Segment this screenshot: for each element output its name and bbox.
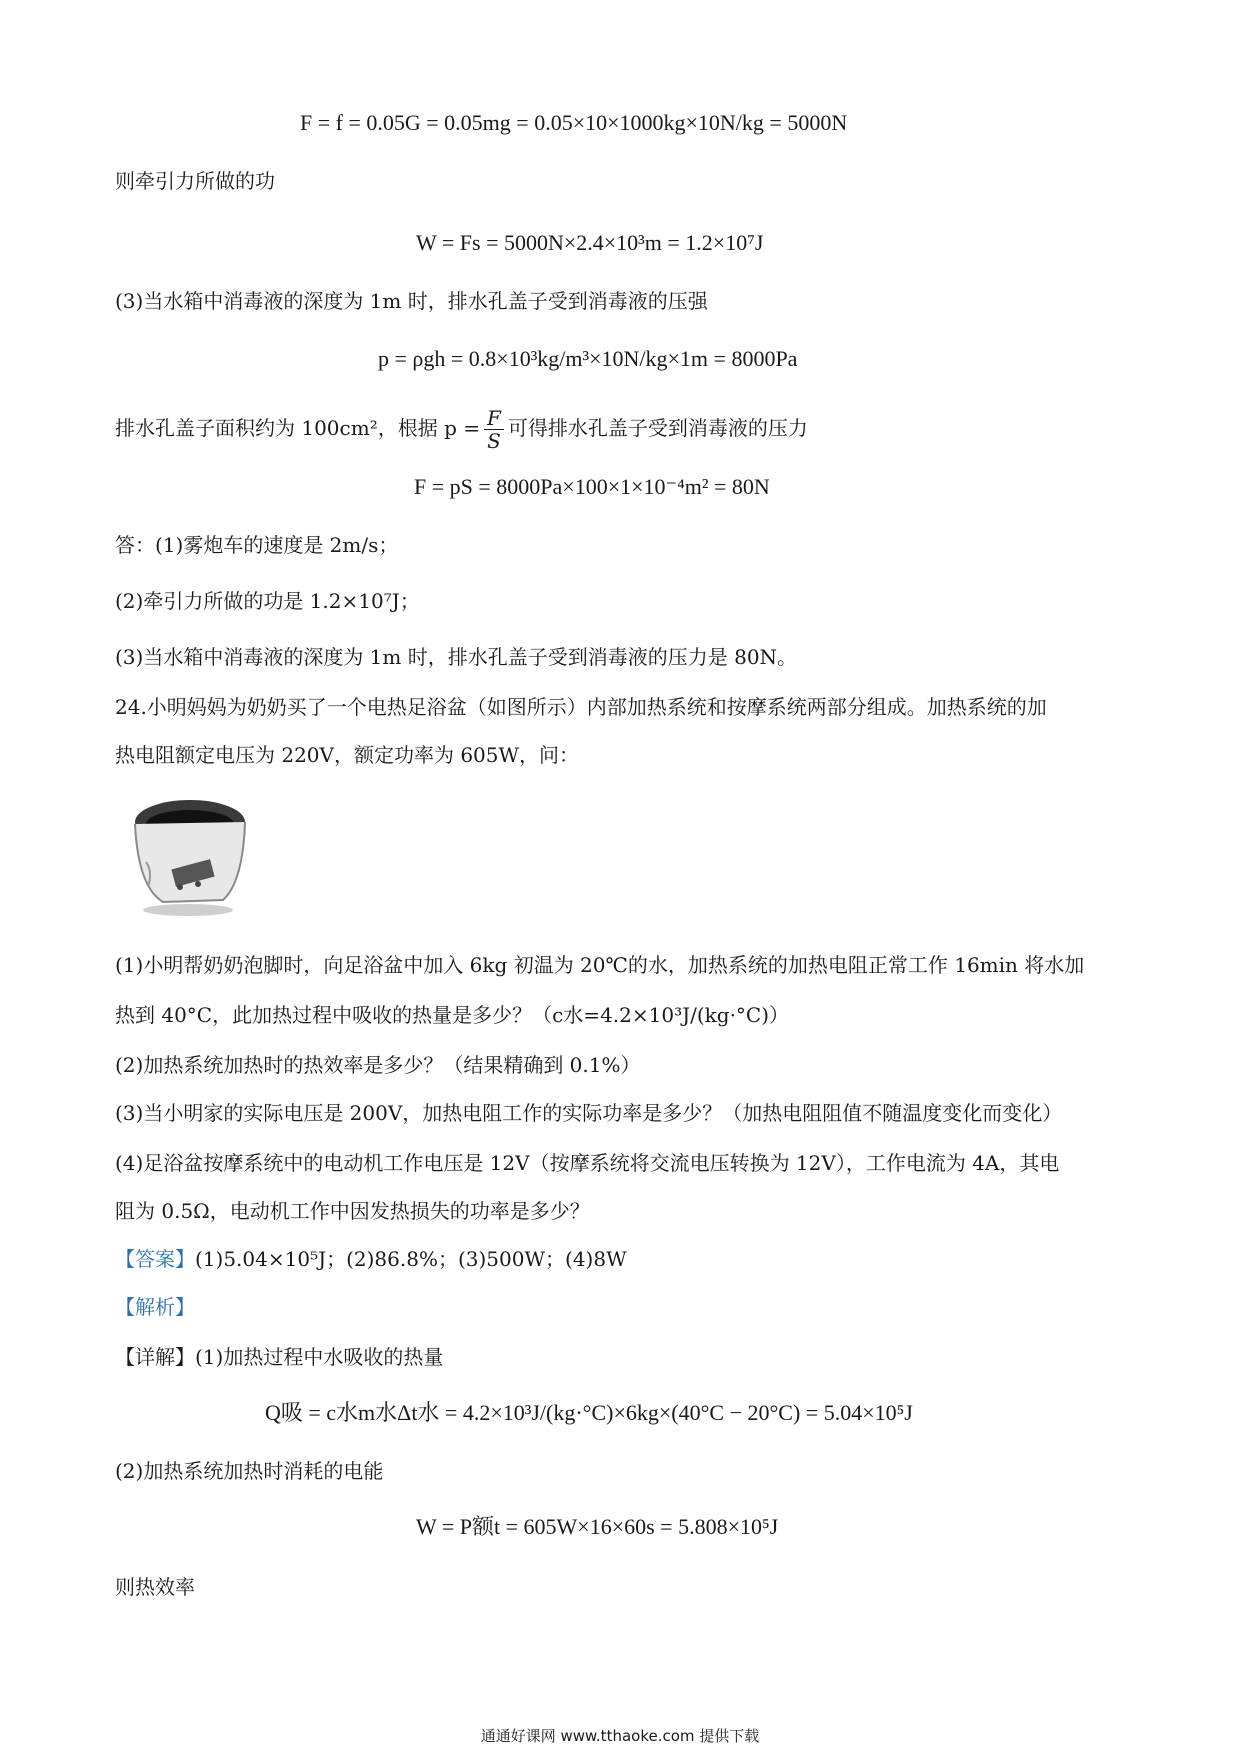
question-24-line-2: 热电阻额定电压为 220V，额定功率为 605W，问：: [115, 743, 580, 767]
sub-question-1-line-1: (1)小明帮奶奶泡脚时，向足浴盆中加入 6kg 初温为 20℃的水，加热系统的加热电阻正常工作 16min 将水加: [115, 953, 1085, 977]
detail-tag: 【详解】: [115, 1345, 195, 1369]
formula-traction-force: F = f = 0.05G = 0.05mg = 0.05×10×1000kg×10N/kg = 5000N: [300, 110, 848, 135]
answer-line-3: (3)当水箱中消毒液的深度为 1m 时，排水孔盖子受到消毒液的压力是 80N。: [115, 645, 798, 669]
answer-tag: 【答案】: [115, 1247, 195, 1271]
sub-question-1-line-2: 热到 40°C，此加热过程中吸收的热量是多少？（c水=4.2×10³J/(kg·°C)）: [115, 1003, 790, 1027]
page-footer: 通通好课网 www.tthaoke.com 提供下载: [480, 1727, 760, 1745]
answer-line-1: 答：(1)雾炮车的速度是 2m/s；: [115, 533, 399, 557]
text-work-intro: 则牵引力所做的功: [115, 169, 275, 193]
fraction-denominator: S: [487, 429, 501, 453]
detail-line: [115, 1342, 443, 1372]
fraction-f-over-s: [484, 407, 504, 452]
sub-question-4-line-2: 阻为 0.5Ω，电动机工作中因发热损失的功率是多少？: [115, 1199, 590, 1223]
detail-text: (1)加热过程中水吸收的热量: [195, 1345, 444, 1369]
formula-pressure: p = ρgh = 0.8×10³kg/m³×10N/kg×1m = 8000Pa: [378, 346, 798, 371]
foot-bath-image: [118, 792, 248, 922]
answer-summary: [115, 1244, 627, 1274]
text-efficiency-intro: 则热效率: [115, 1575, 195, 1599]
text-area-intro-b: 可得排水孔盖子受到消毒液的压力: [507, 416, 808, 440]
answer-values: (1)5.04×10⁵J；(2)86.8%；(3)500W；(4)8W: [195, 1247, 627, 1271]
analysis-tag: 【解析】: [115, 1295, 195, 1319]
sub-question-3: (3)当小明家的实际电压是 200V，加热电阻工作的实际功率是多少？（加热电阻阻值不随温度变化而变化）: [115, 1101, 1063, 1125]
text-area-intro: [115, 404, 808, 452]
text-area-intro-a: 排水孔盖子面积约为 100cm²，根据 p =: [115, 416, 480, 440]
formula-electric-energy: W = P额t = 605W×16×60s = 5.808×10⁵J: [416, 1514, 779, 1539]
formula-force: F = pS = 8000Pa×100×1×10⁻⁴m² = 80N: [414, 474, 770, 499]
text-pressure-intro: (3)当水箱中消毒液的深度为 1m 时，排水孔盖子受到消毒液的压强: [115, 289, 708, 313]
text-energy-intro: (2)加热系统加热时消耗的电能: [115, 1459, 384, 1483]
answer-line-2: (2)牵引力所做的功是 1.2×10⁷J；: [115, 589, 420, 613]
formula-heat-absorbed: Q吸 = c水m水Δt水 = 4.2×10³J/(kg·°C)×6kg×(40°C − 20°C) = 5.04×10⁵J: [265, 1400, 913, 1425]
formula-work: W = Fs = 5000N×2.4×10³m = 1.2×10⁷J: [416, 230, 764, 255]
sub-question-4-line-1: (4)足浴盆按摩系统中的电动机工作电压是 12V（按摩系统将交流电压转换为 12V），工作电流为 4A，其电: [115, 1151, 1060, 1175]
sub-question-2: (2)加热系统加热时的热效率是多少？（结果精确到 0.1%）: [115, 1053, 641, 1077]
question-24-line-1: 24.小明妈妈为奶奶买了一个电热足浴盆（如图所示）内部加热系统和按摩系统两部分组成。加热系统的加: [115, 695, 1047, 719]
fraction-numerator: F: [484, 407, 504, 430]
